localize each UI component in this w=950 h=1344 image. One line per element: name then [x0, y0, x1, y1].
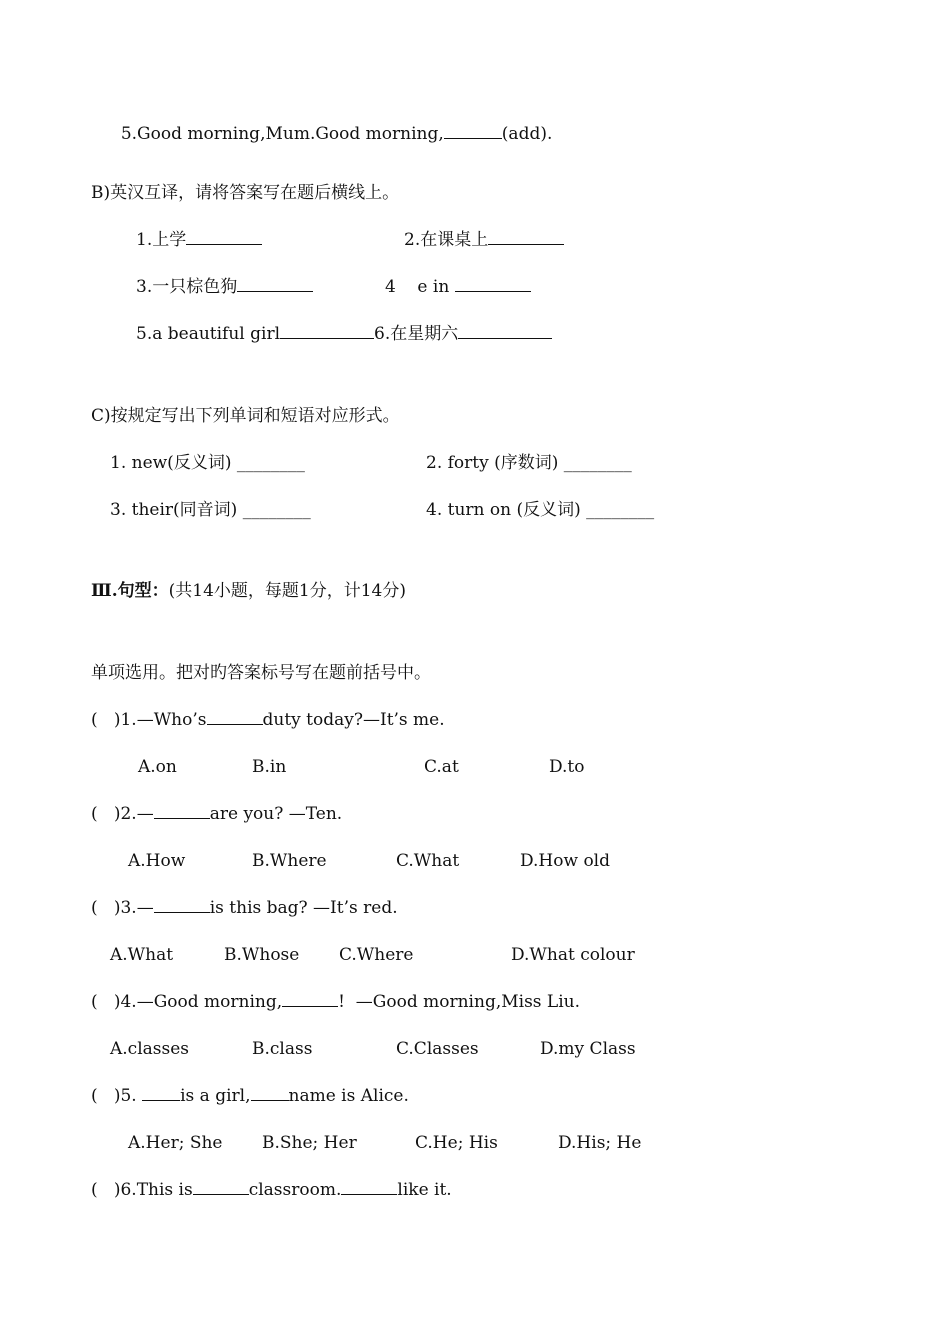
question-stem: name is Alice.: [288, 1086, 409, 1106]
question-5: [91, 1085, 409, 1107]
question-6: [91, 1179, 452, 1201]
question-stem: 2.—: [120, 804, 154, 824]
answer-blank: [207, 709, 263, 725]
answer-paren[interactable]: ( ): [91, 710, 121, 730]
q1-option-a: A.on: [138, 757, 177, 777]
answer-paren[interactable]: ( ): [91, 992, 121, 1012]
fill-item-text: 5.Good morning,Mum.Good morning,: [120, 124, 444, 144]
question-1: [91, 709, 445, 731]
q2-option-b: B.Where: [252, 851, 327, 871]
section-3-instruction: 单项选用。把对旳答案标号写在题前括号中。: [91, 663, 431, 683]
answer-blank[interactable]: [444, 123, 502, 139]
section-3-note: (共14小题，每题1分，计14分): [168, 581, 406, 601]
q3-option-b: B.Whose: [224, 945, 300, 965]
question-stem: 4.—Good morning,: [120, 992, 283, 1012]
fill-item-5: [110, 101, 552, 145]
q3-option-d: D.What colour: [511, 945, 635, 965]
q5-option-a: A.Her; She: [128, 1133, 223, 1153]
question-stem: ! —Good morning,Miss Liu.: [338, 992, 581, 1012]
section-3-label: Ⅲ.句型：: [91, 581, 169, 601]
answer-blank: [193, 1179, 249, 1195]
answer-blank: [154, 803, 210, 819]
answer-blank: [282, 991, 338, 1007]
question-stem: 5.: [120, 1086, 143, 1106]
answer-blank[interactable]: [488, 229, 564, 245]
q5-option-d: D.His; He: [558, 1133, 642, 1153]
form-item-1: 1. new(反义词) ________: [110, 453, 305, 473]
answer-blank: [154, 897, 210, 913]
translate-item-label: 4 e in: [385, 277, 455, 297]
translate-item-1: [136, 229, 262, 251]
q1-option-d: D.to: [549, 757, 585, 777]
answer-blank[interactable]: [455, 276, 531, 292]
fill-item-hint: (add).: [501, 124, 553, 144]
answer-blank: [251, 1085, 289, 1101]
translate-item-label: 6.在星期六: [374, 324, 459, 344]
translate-item-2: [404, 229, 564, 251]
translate-item-label: 3.一只棕色狗: [136, 277, 238, 297]
form-item-4: 4. turn on (反义词) ________: [426, 500, 655, 520]
answer-paren[interactable]: ( ): [91, 898, 121, 918]
translate-item-label: 2.在课桌上: [404, 230, 489, 250]
q2-option-d: D.How old: [520, 851, 610, 871]
answer-blank[interactable]: [458, 323, 552, 339]
translate-item-4: [385, 276, 531, 298]
q4-option-b: B.class: [252, 1039, 313, 1059]
answer-blank[interactable]: [280, 323, 374, 339]
translate-item-3: [136, 276, 313, 298]
question-stem: 1.—Who’s: [120, 710, 207, 730]
q2-option-a: A.How: [128, 851, 186, 871]
q4-option-c: C.Classes: [396, 1039, 479, 1059]
answer-blank: [341, 1179, 397, 1195]
question-4: [91, 991, 580, 1013]
question-stem: are you? —Ten.: [209, 804, 343, 824]
answer-blank: [142, 1085, 180, 1101]
q4-option-a: A.classes: [110, 1039, 190, 1059]
q3-option-c: C.Where: [339, 945, 414, 965]
question-stem: like it.: [397, 1180, 452, 1200]
question-stem: 6.This is: [120, 1180, 193, 1200]
question-3: [91, 897, 398, 919]
answer-blank[interactable]: [237, 276, 313, 292]
q1-option-c: C.at: [424, 757, 459, 777]
translate-item-label: 5.a beautiful girl: [136, 324, 281, 344]
translate-item-label: 1.上学: [136, 230, 187, 250]
answer-blank[interactable]: [186, 229, 262, 245]
answer-paren[interactable]: ( ): [91, 1180, 121, 1200]
q5-option-b: B.She; Her: [262, 1133, 357, 1153]
question-stem: 3.—: [120, 898, 154, 918]
section-b-heading: B)英汉互译，请将答案写在题后横线上。: [91, 183, 400, 203]
question-stem: is a girl,: [180, 1086, 251, 1106]
q4-option-d: D.my Class: [540, 1039, 636, 1059]
question-stem: is this bag? —It’s red.: [209, 898, 398, 918]
q5-option-c: C.He; His: [415, 1133, 498, 1153]
q3-option-a: A.What: [110, 945, 174, 965]
answer-paren[interactable]: ( ): [91, 804, 121, 824]
question-2: [91, 803, 342, 825]
section-3-title: [91, 580, 406, 602]
form-item-3: 3. their(同音词) ________: [110, 500, 311, 520]
form-item-2: 2. forty (序数词) ________: [426, 453, 632, 473]
question-stem: duty today?—It’s me.: [262, 710, 445, 730]
section-c-heading: C)按规定写出下列单词和短语对应形式。: [91, 406, 400, 426]
question-stem: classroom.: [248, 1180, 342, 1200]
q2-option-c: C.What: [396, 851, 460, 871]
answer-paren[interactable]: ( ): [91, 1086, 121, 1106]
q1-option-b: B.in: [252, 757, 287, 777]
translate-item-5: [136, 323, 552, 345]
